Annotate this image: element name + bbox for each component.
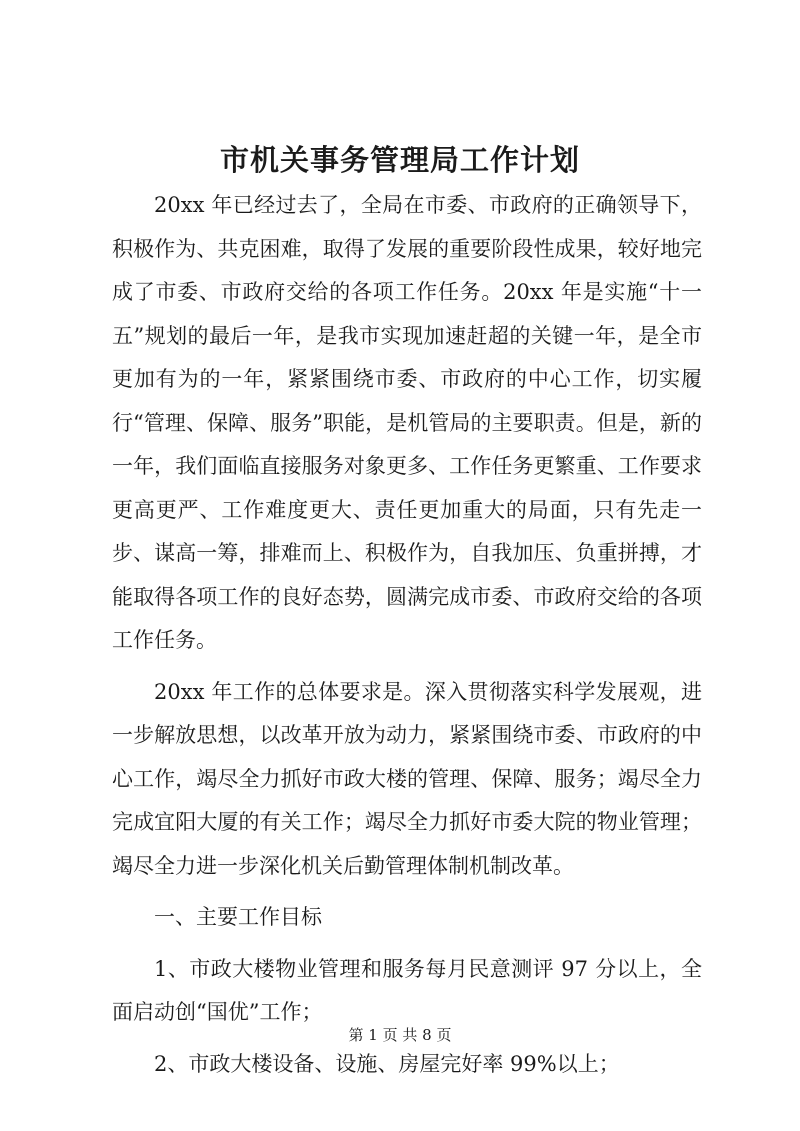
document-title: 市机关事务管理局工作计划 — [219, 143, 580, 177]
section-heading-goals: 一、主要工作目标 — [154, 905, 322, 929]
paragraph-requirements: 20xx 年工作的总体要求是。深入贯彻落实科学发展观，进一步解放思想，以改革开放为动力，紧紧围绕市委、市政府的中心工作，竭尽全力抓好市政大楼的管理、保障、服务；竭尽全力完成宜阳大厦的有关工作；竭尽全力抓好市委大院的物业管理；竭尽全力进一步深化机关后勤管理体制机制改革。 — [112, 679, 702, 878]
goal-item-2: 2、市政大楼设备、设施、房屋完好率 99%以上； — [154, 1051, 620, 1076]
page-footer: 第 1 页 共 8 页 — [348, 1026, 452, 1044]
paragraph-intro: 20xx 年已经过去了，全局在市委、市政府的正确领导下，积极作为、共克困难，取得了发展的重要阶段性成果，较好地完成了市委、市政府交给的各项工作任务。20xx 年是实施“十一五”规划的最后一年，是我市实现加速赶超的关键一年，是全市更加有为的一年，紧紧围绕市委、市政府的中心工作，切实履行“管理、保障、服务”职能，是机管局的主要职责。但是，新的一年，我们面临直接服务对象更多、工作任务更繁重、工作要求更高更严、工作难度更大、责任更加重大的局面，只有先走一步、谋高一筹，排难而上、积极作为，自我加压、负重拼搏，才能取得各项工作的良好态势，圆满完成市委、市政府交给的各项工作任务。 — [112, 193, 702, 652]
document-body — [112, 184, 702, 1086]
goal-item-1: 1、市政大楼物业管理和服务每月民意测评 97 分以上，全面启动创“国优”工作； — [112, 956, 702, 1024]
